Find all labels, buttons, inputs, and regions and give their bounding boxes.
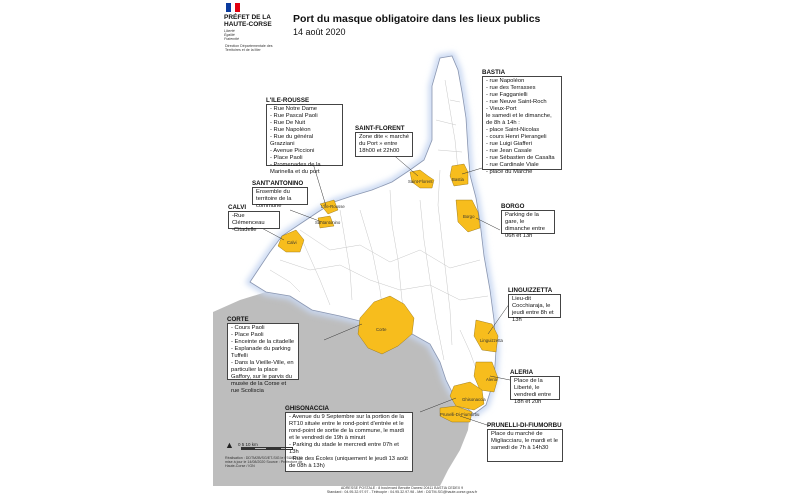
list-item: - Promenades de la Marinella et du port [270,162,321,175]
label-ile-rousse: L'ILE-ROUSSE [266,97,310,104]
box-ile-rousse [266,104,343,175]
label-calvi: CALVI [228,204,247,211]
label-prunelli: PRUNELLI-DI-FIUMORBU [487,422,562,429]
list-item: - Rue des Écoles (uniquement le jeudi 13 août de 08h à 13h) [289,456,408,469]
town-label: Linguizzetta [480,338,503,343]
footer-contact: Standard : 04.95.32.97.97 - Télécopie : 04.95.32.97.98 - Mél : DDTM-SG@haute-corse.gouv.fr [326,490,478,495]
box-linguizzetta [508,294,561,323]
list-item: - Rue Notre Dame [270,106,318,112]
town-label: Santantonino [315,220,341,225]
motto-fraternite: Fraternité [224,37,239,41]
box-text: Ensemble du territoire de la commune [256,189,292,209]
town-label: Corte [376,327,387,332]
town-label: Calvi [287,240,297,245]
box-corte [227,323,299,394]
box-saint-florent [355,132,413,157]
town-label: Prunelli-Di-Fiumorbu [440,412,480,417]
direction-label: Direction Départementale des Territoires et de la Mer [225,44,273,53]
box-aleria [510,376,560,405]
list-item: - Vieux-Port [486,106,517,112]
town-label: Aleria [486,377,497,382]
label-ghisonaccia: GHISONACCIA [285,405,330,412]
list-item: - Esplanade du parking Tuffelli [231,346,291,359]
box-borgo [501,210,555,239]
motto-liberte: Liberté [224,29,235,33]
list-item: - Enceinte de la citadelle [231,339,295,345]
list-item: - place Saint-Nicolas [486,127,540,133]
footer [212,486,592,495]
label-borgo: BORGO [501,203,525,210]
box-text: Zone dite « marché du Port » entre 18h00 et 22h00 [359,134,409,154]
list-item: - Rue du général Grazziani [270,134,314,147]
label-bastia: BASTIA [482,69,506,76]
list-item: - rue Luigi Giafferi [486,141,532,147]
list-item: - rue Fagganielli [486,92,528,98]
list-item: - cours Henri Pierangeli [486,134,547,140]
label-saint-florent: SAINT-FLORENT [355,125,405,132]
box-text: Lieu-dit Cocchiaraja, le jeudi entre 8h et 13h [512,296,554,323]
box-bastia [482,76,562,175]
prefecture-name: PRÉFET DE LA HAUTE-CORSE [224,14,272,28]
list-item: - Rue Pascal Paoli [270,113,318,119]
list-item: - rue des Terrasses [486,85,536,91]
label-corte: CORTE [227,316,249,323]
box-text: Place du marché de Migliacciaru, le mardi et le samedi de 7h à 14h30 [491,431,559,451]
box-text: Place de la Liberté, le vendredi entre 18h et 20h [514,378,552,405]
town-label: L'Île-Rousse [321,204,345,209]
box-prunelli [487,429,563,462]
list-item: - place du Marché [486,169,533,175]
list-item: - Parking du stade le mercredi entre 07h et 13h [289,442,399,455]
label-aleria: ALERIA [510,369,534,376]
list-item: - rue Sébastien de Casalta [486,155,555,161]
list-item: - rue Napoléon [486,78,525,84]
list-item: - rue Jean Casale [486,148,532,154]
town-label: Ghisonaccia [462,397,486,402]
list-item: - Avenue Piccioni [270,148,315,154]
list-item: -Rue Clémenceau [232,213,265,226]
list-item: - Place Paoli [270,155,303,161]
footer-address: ADRESSE POSTALE : 8 boulevard Benoite Danesi 20411 BASTIA CEDEX 9 [340,486,464,490]
label-linguizzetta: LINGUIZZETTA [508,287,553,294]
scale-labels: 0 5 10 km [238,442,258,447]
list-item: - Place Paoli [231,332,264,338]
list-item: - Rue Napoléon [270,127,311,133]
credits: Réalisation : DDTM2B/SG/ET-SIG le 07/08/2020 mise à jour le 14/08/2020 Source : Préfecture de Haute-Corse / IGN [225,456,303,469]
box-calvi [228,211,280,233]
list-item: - rue Neuve Saint-Roch [486,99,547,105]
box-sant-antonino [252,187,308,209]
list-item: -Citadelle [232,227,257,233]
list-item: - Rue De Nuit [270,120,306,126]
map-title: Port du masque obligatoire dans les lieux publics [293,13,541,25]
town-label: Saint-Florent [408,179,433,184]
list-item: - Cours Paoli [231,325,265,331]
list-item: - Avenue du 9 Septembre sur la portion de la RT10 située entre le rond-point d'entrée et le rond-point de sortie de la commune, le mardi et le vendredi de 19h à minuit [289,414,405,441]
list-item: le samedi et le dimanche, de 8h à 14h : [486,113,552,126]
list-item: - Dans la Vieille-Ville, en particulier la place Gaffory, sur le parvis du musée de la Corse et rue Scoliscia [231,360,294,394]
north-arrow-icon: ▲ [225,440,234,450]
map-date: 14 août 2020 [293,27,346,37]
scale-bar [241,447,293,450]
zone-bastia [450,164,468,186]
label-sant-antonino: SANT'ANTONINO [252,180,304,187]
box-text: Parking de la gare, le dimanche entre 06h et 13h [505,212,545,239]
motto-egalite: Égalité [224,33,235,37]
town-label: Bastia [452,177,464,182]
town-label: Borgo [463,214,475,219]
list-item: - rue Cardinale Viale [486,162,539,168]
